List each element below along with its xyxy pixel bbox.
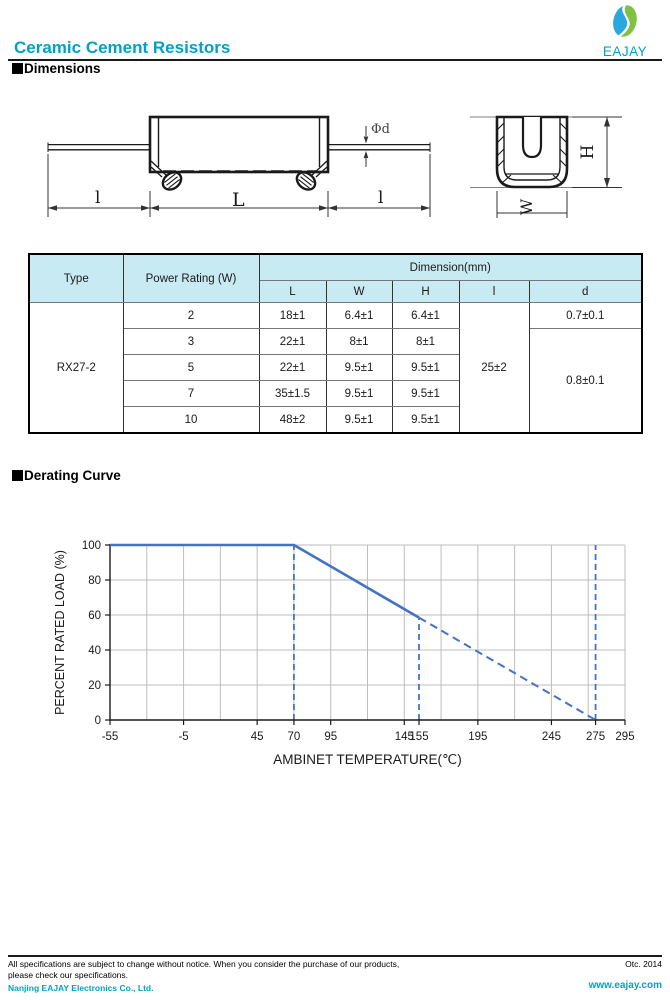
table-row: 5 22±1 9.5±1 9.5±1 bbox=[29, 355, 642, 381]
logo-wordmark: EAJAY bbox=[602, 44, 648, 59]
svg-text:195: 195 bbox=[468, 731, 488, 743]
lead-right-dim-label: l bbox=[378, 188, 384, 208]
svg-text:155: 155 bbox=[409, 731, 429, 743]
col-header-power: Power Rating (W) bbox=[123, 254, 259, 303]
svg-text:275: 275 bbox=[585, 731, 606, 743]
svg-text:60: 60 bbox=[88, 610, 101, 622]
svg-text:-5: -5 bbox=[178, 731, 189, 743]
svg-text:295: 295 bbox=[615, 731, 635, 743]
disclaimer-line1: All specifications are subject to change without notice. When you consider the purchase of our products, bbox=[8, 959, 400, 969]
table-row: RX27-2 2 18±1 6.4±1 6.4±1 25±2 0.7±0.1 bbox=[29, 303, 642, 329]
table-row: 3 22±1 8±1 8±1 0.8±0.1 bbox=[29, 329, 642, 355]
website-url: www.eajay.com bbox=[588, 980, 662, 991]
svg-text:95: 95 bbox=[324, 731, 338, 743]
body-length-dim-label: L bbox=[232, 189, 245, 211]
company-name: Nanjing EAJAY Electronics Co., Ltd. bbox=[8, 983, 154, 993]
d-cell-merged: 0.8±0.1 bbox=[529, 329, 642, 434]
dimension-table-wrap bbox=[28, 253, 643, 434]
col-header-l: l bbox=[459, 281, 529, 303]
svg-text:40: 40 bbox=[88, 645, 101, 657]
col-header-dimension-group: Dimension(mm) bbox=[259, 254, 642, 281]
col-header-d: d bbox=[529, 281, 642, 303]
col-header-L: L bbox=[259, 281, 326, 303]
d-cell-row1: 0.7±0.1 bbox=[529, 303, 642, 329]
doc-date: Otc. 2014 bbox=[625, 959, 662, 969]
lead-length-cell: 25±2 bbox=[459, 303, 529, 434]
table-row: 7 35±1.5 9.5±1 9.5±1 bbox=[29, 381, 642, 407]
svg-text:245: 245 bbox=[541, 731, 562, 743]
dimension-table bbox=[28, 253, 643, 434]
resistor-body-outline bbox=[150, 117, 328, 172]
svg-text:80: 80 bbox=[88, 575, 101, 587]
section-heading-derating: Derating Curve bbox=[12, 468, 121, 483]
section-bullet-icon bbox=[12, 63, 23, 74]
footer-rule bbox=[8, 955, 662, 957]
svg-text:PERCENT RATED LOAD (%): PERCENT RATED LOAD (%) bbox=[53, 550, 67, 715]
lead-left-dim-label: l bbox=[95, 188, 101, 208]
page-title: Ceramic Cement Resistors bbox=[14, 38, 231, 57]
width-dim-label: W bbox=[517, 198, 536, 216]
svg-text:0: 0 bbox=[94, 715, 101, 727]
svg-text:AMBINET TEMPERATURE(℃): AMBINET TEMPERATURE(℃) bbox=[273, 752, 462, 767]
table-row: 10 48±2 9.5±1 9.5±1 bbox=[29, 407, 642, 434]
svg-text:-55: -55 bbox=[101, 731, 119, 743]
svg-text:20: 20 bbox=[88, 680, 101, 692]
col-header-W: W bbox=[326, 281, 392, 303]
center-slot bbox=[523, 117, 541, 157]
svg-text:100: 100 bbox=[81, 540, 101, 552]
disclaimer-line2: please check our specifications. bbox=[8, 970, 129, 980]
svg-text:45: 45 bbox=[250, 731, 264, 743]
svg-text:145: 145 bbox=[394, 731, 414, 743]
footer bbox=[8, 959, 662, 993]
company-logo bbox=[594, 3, 656, 59]
svg-text:70: 70 bbox=[287, 731, 301, 743]
height-dim-label: H bbox=[578, 144, 598, 160]
section-bullet-icon bbox=[12, 470, 23, 481]
col-header-type: Type bbox=[29, 254, 123, 303]
resistor-dimension-drawing bbox=[0, 96, 670, 236]
diameter-dim-label: Φd bbox=[371, 122, 390, 137]
col-header-H: H bbox=[392, 281, 459, 303]
section-heading-dimensions: Dimensions bbox=[12, 61, 101, 76]
type-cell: RX27-2 bbox=[29, 303, 123, 434]
leaf-logo-icon bbox=[605, 3, 645, 41]
derating-curve-chart bbox=[0, 515, 670, 780]
header-rule bbox=[8, 59, 662, 61]
